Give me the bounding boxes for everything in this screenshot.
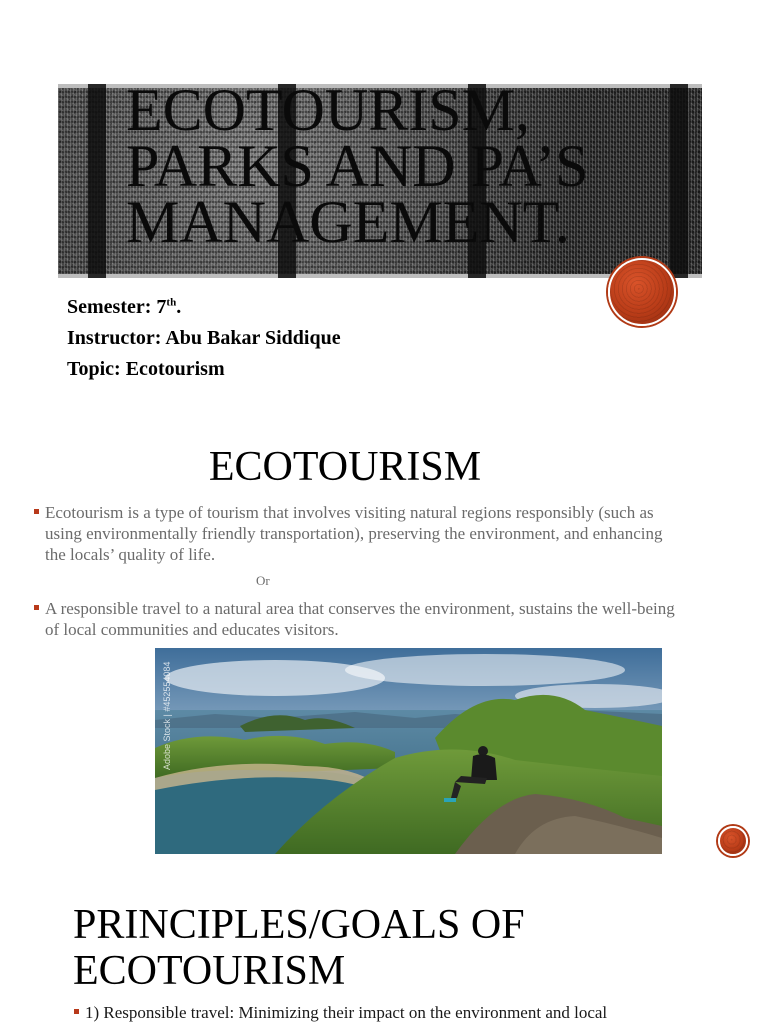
bullet-square-icon [74, 1009, 79, 1014]
principle-item [74, 1002, 764, 1023]
semester-line [67, 296, 181, 319]
banner-stripe [88, 84, 106, 278]
title-line-3: MANAGEMENT. [126, 189, 570, 255]
bullet-square-icon [34, 509, 39, 514]
section-heading-ecotourism: ECOTOURISM [208, 444, 482, 490]
principle-text-1: 1) Responsible travel: Minimizing their impact on the environment and local [85, 1003, 608, 1022]
presentation-title [126, 77, 686, 255]
bullet-square-icon [34, 605, 39, 610]
landscape-photo [155, 648, 662, 854]
principles-list [74, 1002, 764, 1023]
section-heading-principles [73, 902, 673, 994]
definition-text-2: A responsible travel to a natural area that conserves the environment, sustains the well-being of local communities and educates visitors. [45, 599, 675, 639]
stock-watermark: Adobe Stock | #452554084 [162, 661, 172, 770]
semester-label: Semester: 7 [67, 296, 167, 318]
title-line-2: PARKS AND PA’S [126, 133, 589, 199]
definition-bullet [34, 502, 684, 565]
decorative-orb-small [718, 826, 748, 856]
topic-line: Topic: Ecotourism [67, 358, 225, 380]
or-separator: Or [256, 573, 270, 588]
decorative-orb [608, 258, 676, 326]
definition-list-1 [34, 502, 684, 565]
definition-bullet [34, 598, 684, 640]
definition-text-1: Ecotourism is a type of tourism that involves visiting natural regions responsibly (such as using environmentally friendly transportation), preserving the environment, and enhancing the locals’ quality of life. [45, 503, 663, 564]
definition-list-2 [34, 598, 684, 640]
semester-period: . [176, 296, 182, 318]
principles-heading-line-2: ECOTOURISM [73, 948, 346, 994]
semester-superscript: th [166, 296, 177, 309]
instructor-line: Instructor: Abu Bakar Siddique [67, 327, 341, 349]
principles-heading-line-1: PRINCIPLES/GOALS OF [73, 902, 525, 948]
title-line-1: ECOTOURISM, [126, 77, 530, 143]
